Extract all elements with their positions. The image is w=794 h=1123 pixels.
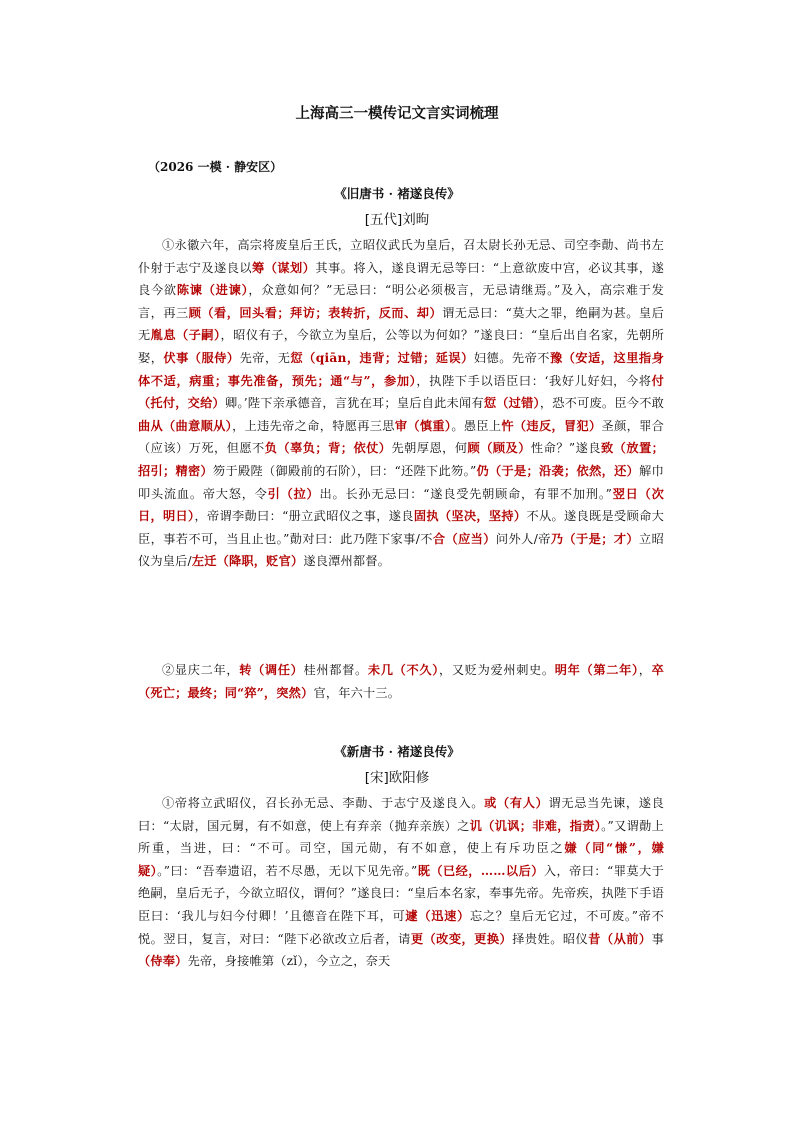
author-new-tang: [宋]欧阳修 <box>364 770 430 786</box>
annotation-gloss: 忤（违反，冒犯） <box>501 418 602 433</box>
annotation-gloss: 遽（迅速） <box>405 908 470 923</box>
book-title-old-tang: 《旧唐书 · 褚遂良传》 <box>334 186 460 201</box>
annotation-gloss: 既（已经，……以后） <box>417 863 544 878</box>
annotation-gloss: 曲从（曲意顺从） <box>138 418 233 433</box>
annotation-gloss: 顾（顾及） <box>467 441 531 456</box>
passage-text: 事 <box>651 931 664 946</box>
passage-paragraph <box>138 659 664 704</box>
annotation-gloss: 负（辜负；背；依仗） <box>264 441 392 456</box>
passage-text: 立昭仪为皇后/ <box>138 531 665 569</box>
annotation-gloss: 嫌（同“慊”，嫌疑） <box>138 841 664 878</box>
annotation-gloss: 卒（死亡；最终；同“猝”，突然） <box>138 663 665 700</box>
passage-text: 官，年六十三。 <box>313 685 401 700</box>
passage-text: 忘之？皇后无它过，不可废。”帝不悦。翌日，复言，对曰：“陛下必欲改立后者，请 <box>138 908 664 946</box>
passage-text: 卿。’陛下亲承德音，言犹在耳；皇后自此未闻有 <box>224 396 484 411</box>
annotation-gloss: 致（放置；招引；精密） <box>138 441 665 478</box>
annotation-gloss: 转（调任） <box>239 663 304 677</box>
annotation-gloss: 或（有人） <box>484 796 549 810</box>
annotation-gloss: 乃（于是；才） <box>550 531 640 546</box>
passage-text: 妇德。先帝不 <box>473 350 551 365</box>
annotation-gloss: 愆（过错） <box>483 396 540 411</box>
annotation-gloss: 左迁（降职，贬官） <box>191 554 304 569</box>
passage-text: 。愚臣上 <box>451 418 502 433</box>
source-label: （2026 一模 · 静安区） <box>148 160 283 174</box>
passage-text: 不从。遂良既是受顾命大臣，事若不可，当且止也。”勣对曰：此乃陛下家事/不 <box>138 509 664 546</box>
passage-text: 择贵姓。昭仪 <box>512 931 589 946</box>
annotation-gloss: 明年（第二年） <box>554 663 639 677</box>
annotation-gloss: 胤息（子嗣） <box>150 328 221 343</box>
passage-text: 其事。将入，遂良谓无忌等曰：“上意欲废中宫，必议其事，遂良今欲 <box>138 260 664 298</box>
annotation-gloss: 陈谏（进谏） <box>176 283 249 298</box>
passage-text: ，昭仪有子，今欲立为皇后，公等以为何如？”遂良曰：“皇后出自名家，先朝所娶， <box>138 328 664 365</box>
passage-text: ，恐不可废。臣今不敢 <box>539 396 665 411</box>
annotation-gloss: 未几（不久） <box>367 663 439 677</box>
passage-text: 入，帝曰：“罪莫大于绝嗣，皇后无子，今欲立昭仪，谓何？”遂良曰：“皇后本名家，奉事先帝。先帝疾，执陛下手语臣曰：‘我儿与妇今付卿！’且德音在陛下耳，可 <box>138 863 664 923</box>
annotation-gloss: 顾（看，回头看；拜访；表转折，反而、却） <box>188 305 443 320</box>
passage-text: 谓无忌当先谏，遂良曰：“太尉，国元舅，有不如意，使上有弃亲（抛弃亲族）之 <box>138 796 664 833</box>
annotation-gloss: 昔（从前） <box>588 931 652 946</box>
annotation-gloss: 合（应当） <box>432 531 496 546</box>
passage-text: ，上违先帝之命，特愿再三思 <box>232 418 395 433</box>
annotation-gloss: 付（托付，交给） <box>138 373 664 411</box>
annotation-gloss: （侍奉） <box>138 954 188 969</box>
passage-text: ①帝将立武昭仪，召长孙无忌、李勣、于志宁及遂良入。 <box>162 796 485 810</box>
passage-text: 先朝厚恩，何 <box>391 441 468 456</box>
passage-text: ，执陛下手以语臣曰：‘我好儿好妇，今将 <box>416 373 652 388</box>
annotation-gloss: 愆（qiān，违背；过错；延误） <box>290 350 474 365</box>
passage-text: 先帝，无 <box>239 350 291 365</box>
annotation-gloss: 伏事（服侍） <box>163 350 240 365</box>
passage-text: ①永徽六年，高宗将废皇后王氏，立昭仪武氏为皇后，召太尉长孙无忌、司空李勣、尚书左仆射于志宁及遂良以 <box>138 238 664 275</box>
passage-text: 圣颜，罪合（应该）万死，但愿不 <box>138 418 665 456</box>
passage-text: 性命？”遂良 <box>530 441 601 456</box>
passage-text: 先帝，身接帷第（zǐ），今立之，奈天 <box>187 954 391 969</box>
passage-text: 。”又谓勣上所重，当进，曰：“不可。司空，国元勋，有不如意，使上有斥功臣之 <box>138 818 664 856</box>
passage-text: ，众意如何？”无忌曰：“明公必须极言，无忌请继焉。”及入，高宗难于发言，再三 <box>138 283 664 320</box>
passage-text: ，帝谓李勣曰：“册立武昭仪之事，遂良 <box>194 509 414 524</box>
annotation-gloss: 审（慎重） <box>394 418 452 433</box>
document-title: 上海高三一模传记文言实词梳理 <box>295 106 499 122</box>
passage-text: ②显庆二年， <box>162 663 240 677</box>
annotation-gloss: 仍（于是；沿袭；依然，还） <box>476 463 640 478</box>
annotation-gloss: 翌日（次日，明日） <box>138 486 664 524</box>
passage-text: ， <box>638 663 652 677</box>
passage-text: 谓无忌曰：“莫大之罪，绝嗣为甚。皇后无 <box>138 305 664 343</box>
passage-text: 笏于殿陛（御殿前的石阶），曰：“还陛下此笏。” <box>213 463 477 478</box>
passage-text: 出。长孙无忌曰：“遂良受先朝顾命，有罪不加刑。” <box>319 486 613 501</box>
passage-text: 解巾叩头流血。帝大怒，令 <box>138 463 664 501</box>
annotation-gloss: 筹（谋划） <box>252 260 316 275</box>
annotation-gloss: 讥（讥讽；非难，指责） <box>469 818 602 833</box>
passage-text: 问外人/帝 <box>495 531 551 546</box>
annotation-gloss: 引（拉） <box>267 486 320 501</box>
passage-text: ，又贬为爱州刺史。 <box>439 663 555 677</box>
annotation-gloss: 更（改变，更换） <box>410 931 513 946</box>
passage-text: 。”曰：“吾奉遗诏，若不尽愚，无以下见先帝。” <box>157 863 418 878</box>
annotation-gloss: 固执（坚决，坚持） <box>413 509 527 524</box>
passage-text: 遂良潭州都督。 <box>303 554 391 569</box>
annotation-gloss: 豫（安适，这里指身体不适，病重；事先准备，预先；通“与”，参加） <box>138 350 664 388</box>
author-old-tang: [五代]刘昫 <box>364 212 430 228</box>
book-title-new-tang: 《新唐书 · 褚遂良传》 <box>334 744 460 759</box>
passage-text: 桂州都督。 <box>303 663 368 677</box>
passage-paragraph <box>138 234 664 573</box>
passage-paragraph <box>138 792 664 973</box>
